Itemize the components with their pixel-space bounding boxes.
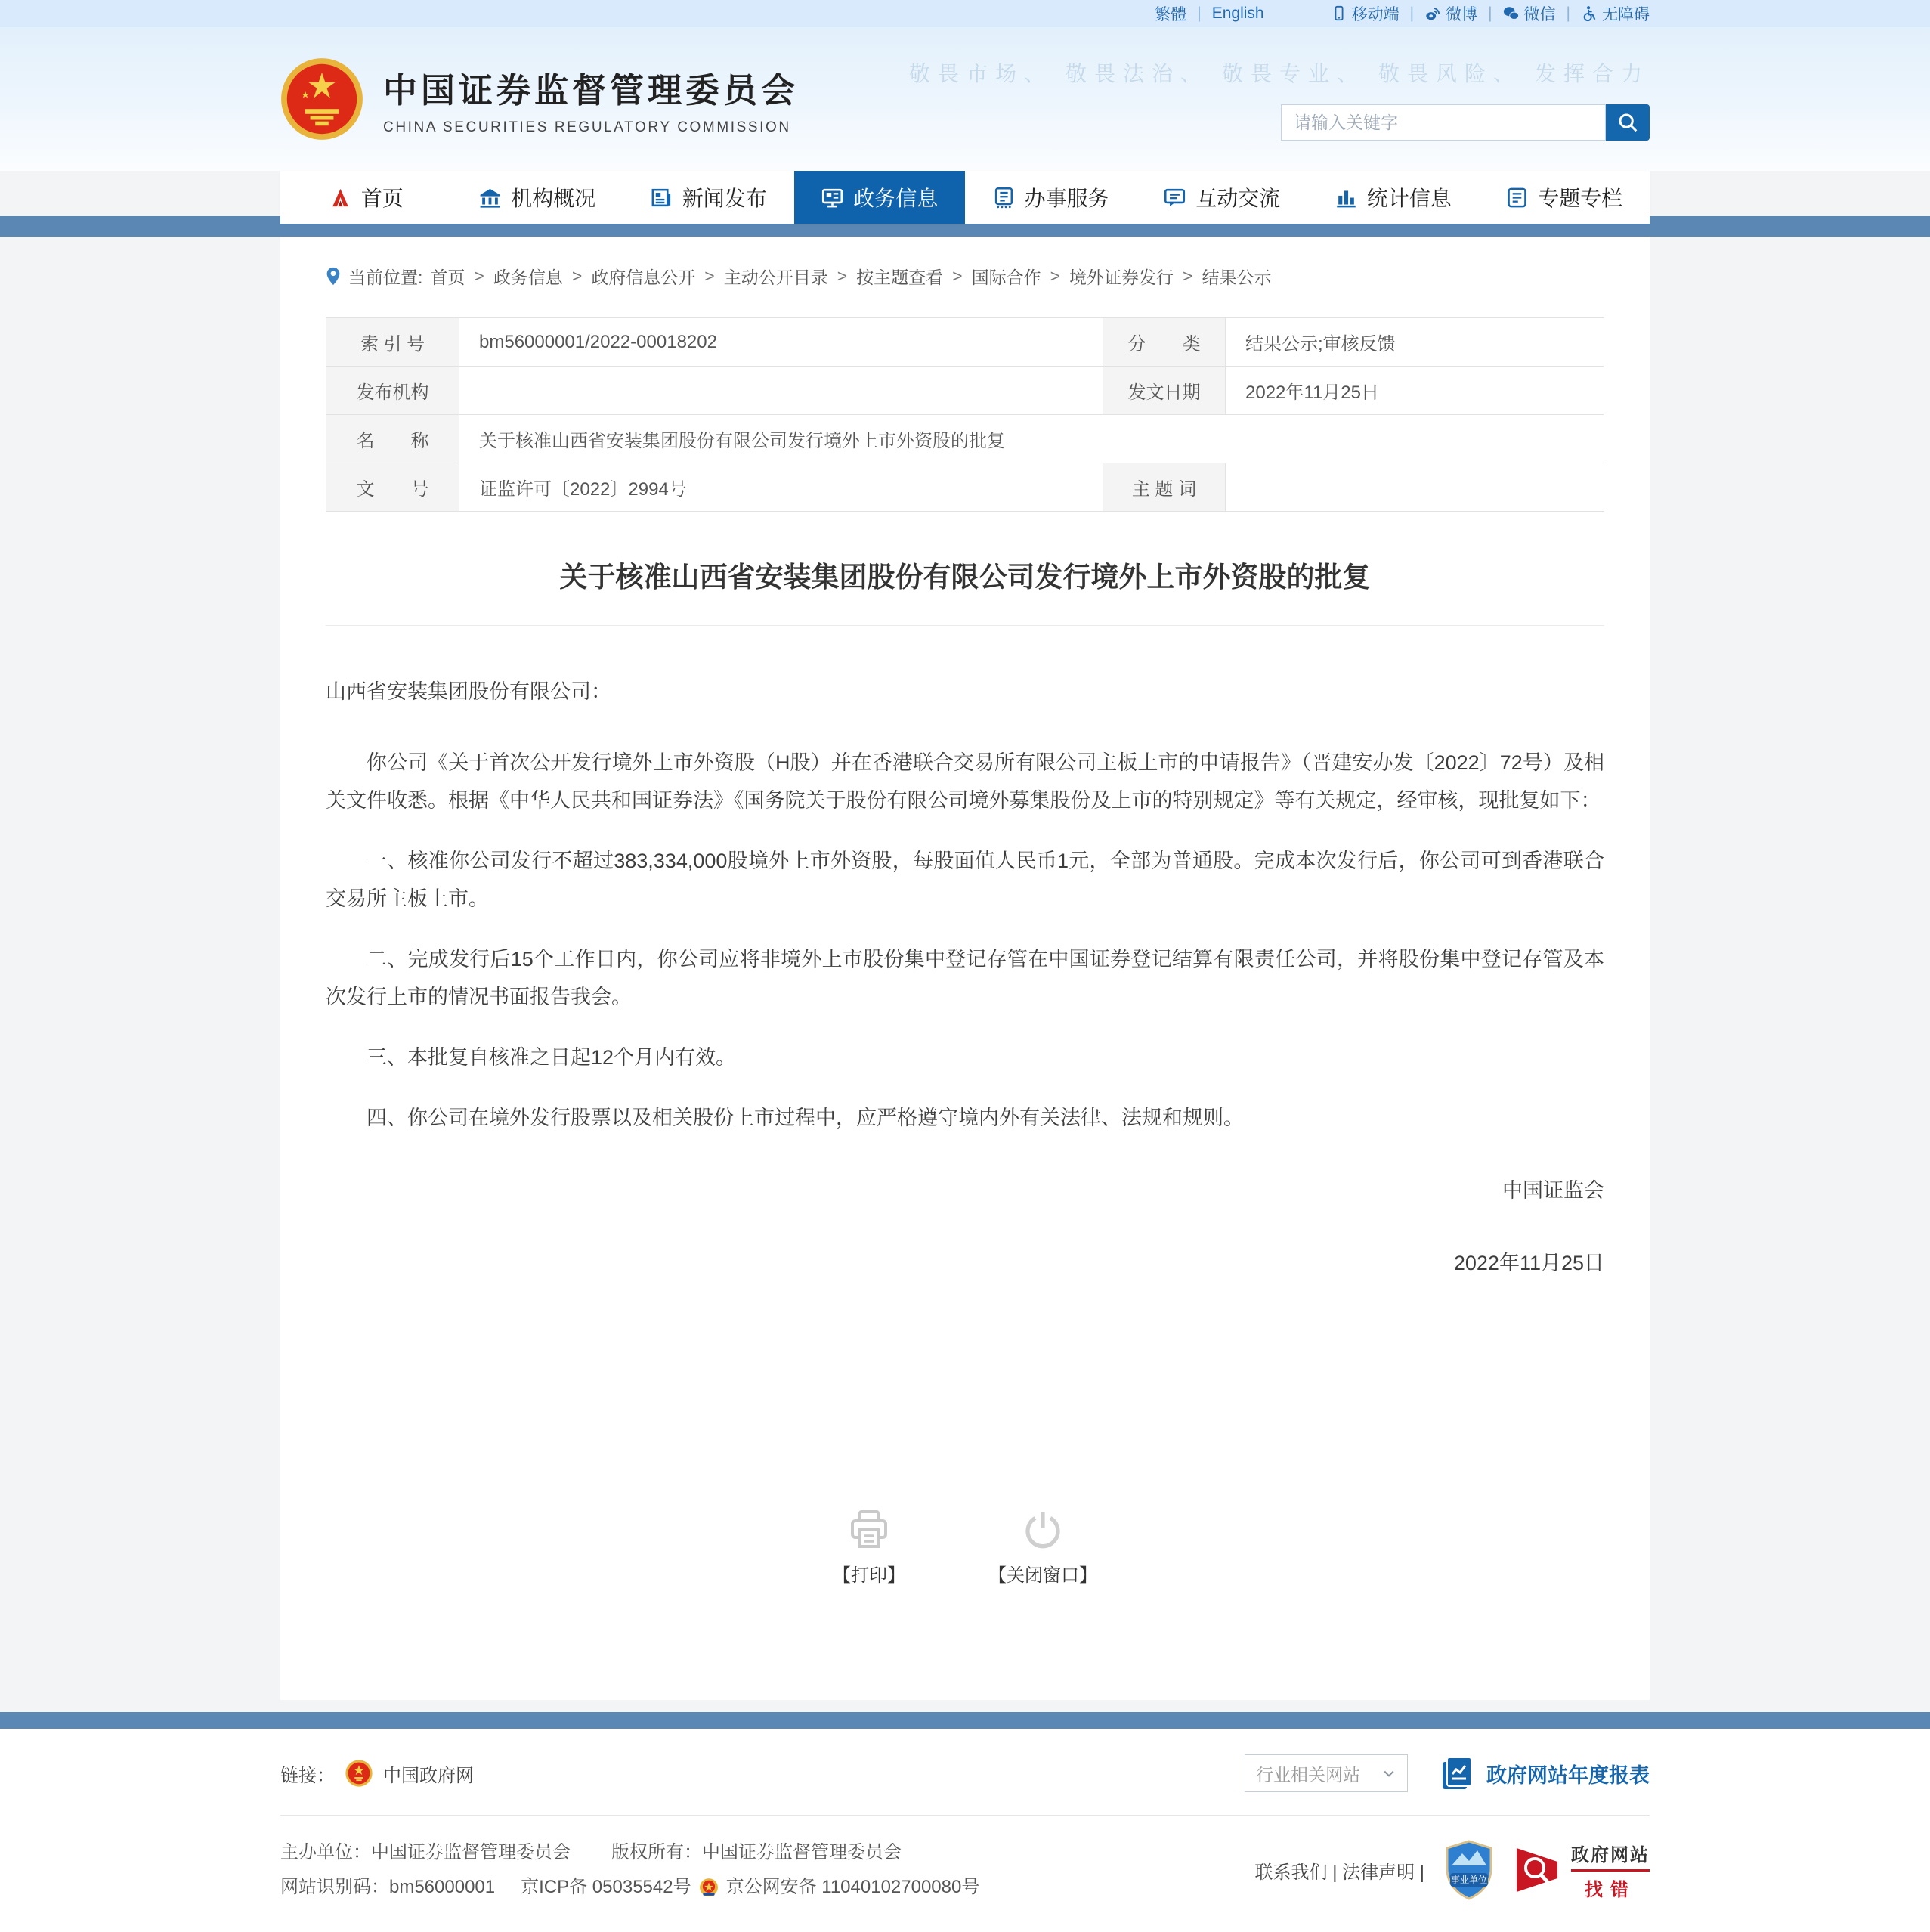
wechat-link[interactable]: 微信 [1503, 2, 1556, 25]
breadcrumb-prefix: 当前位置: [348, 268, 423, 287]
document-meta-table [326, 317, 1604, 512]
search-icon [1616, 111, 1639, 134]
weibo-icon [1424, 5, 1441, 22]
article-paragraph: 二、完成发行后15个工作日内，你公司应将非境外上市股份集中登记存管在中国证券登记结算有限责任公司，并将股份集中登记存管及本次发行上市的情况书面报告我会。 [326, 948, 1604, 1008]
lang-traditional-link[interactable]: 繁體 [1155, 6, 1187, 23]
article-paragraph: 你公司《关于首次公开发行境外上市外资股（H股）并在香港联合交易所有限公司主板上市的申请报告》（晋建安办发〔2022〕72号）及相关文件收悉。根据《中华人民共和国证券法》《国务院关于股份有限公司境外募集股份及上市的特别规定》等有关规定，经审核，现批复如下： [326, 751, 1604, 812]
content-panel [280, 237, 1650, 1700]
site-footer: 链接： 中国政府网 行业相关网站 政府网站年度报表 主办单位：中国证券监督管理委员会 版权所有：中国证券监督管理委员会 网站识别码：bm56000001 京ICP备 05035542号 京公网安备 11040102700080号 联系我们 | 法律声明 | 事业单位 政府网站 找错 [0, 1729, 1930, 1932]
public-institution-badge[interactable] [1444, 1840, 1494, 1900]
article-paragraph: 四、你公司在境外发行股票以及相关股份上市过程中，应严格遵守境内外有关法律、法规和规则。 [367, 1107, 1244, 1129]
lang-english-link[interactable]: English [1211, 5, 1264, 22]
nav-item-services[interactable]: 办事服务 [965, 171, 1137, 224]
power-icon [1022, 1509, 1064, 1551]
bank-icon [478, 186, 502, 209]
legal-link[interactable]: 法律声明 [1342, 1862, 1415, 1883]
article-paragraph: 一、核准你公司发行不超过383,334,000股境外上市外资股，每股面值人民币1元，全部为普通股。完成本次发行后，你公司可到香港联合交易所主板上市。 [326, 850, 1604, 910]
article-sign-date: 2022年11月25日 [1453, 1252, 1604, 1274]
meta-index-label: 索 引 号 [326, 318, 459, 367]
breadcrumb-by-topic[interactable]: 按主题查看 [856, 268, 944, 287]
book-icon [1505, 186, 1529, 209]
meta-docno-label: 文 号 [326, 463, 459, 512]
weibo-link[interactable]: 微博 [1424, 2, 1477, 25]
meta-docno-value: 证监许可〔2022〕2994号 [459, 463, 1103, 512]
wechat-icon [1503, 5, 1520, 22]
article-title: 关于核准山西省安装集团股份有限公司发行境外上市外资股的批复 [559, 562, 1371, 593]
footer-accent-band [0, 1712, 1930, 1729]
nav-item-interaction[interactable]: 互动交流 [1137, 171, 1308, 224]
separator: | [1409, 5, 1415, 22]
meta-index-value: bm56000001/2022-00018202 [459, 318, 1103, 367]
footer-host: 主办单位：中国证券监督管理委员会 [280, 1842, 571, 1862]
mobile-link[interactable]: 移动端 [1331, 2, 1400, 25]
phone-icon [1331, 5, 1347, 22]
breadcrumb-results[interactable]: 结果公示 [1202, 268, 1272, 287]
nav-item-special-topics[interactable]: 专题专栏 [1479, 171, 1650, 224]
related-sites-select[interactable]: 行业相关网站 [1245, 1754, 1408, 1792]
meta-name-value: 关于核准山西省安装集团股份有限公司发行境外上市外资股的批复 [459, 415, 1604, 463]
separator: | [1566, 5, 1570, 22]
nav-item-news[interactable]: 新闻发布 [623, 171, 794, 224]
monitor-icon [821, 186, 844, 209]
meta-date-value: 2022年11月25日 [1226, 367, 1604, 415]
breadcrumb-international[interactable]: 国际合作 [971, 268, 1041, 287]
chevron-down-icon [1381, 1766, 1396, 1781]
search-button[interactable] [1606, 104, 1650, 141]
title-divider [326, 625, 1604, 626]
site-title: 中国证券监督管理委员会 [383, 70, 800, 110]
national-emblem-logo-icon [280, 57, 363, 141]
chat-bubble-icon [1163, 186, 1186, 209]
meta-keywords-label: 主 题 词 [1103, 463, 1226, 512]
article-signer: 中国证监会 [1502, 1179, 1604, 1202]
nav-item-about[interactable]: 机构概况 [452, 171, 623, 224]
footer-site-id: 网站识别码：bm56000001 [280, 1877, 496, 1897]
top-utility-bar [0, 0, 1930, 27]
site-header [0, 27, 1930, 171]
breadcrumb-home[interactable]: 首页 [430, 268, 465, 287]
accessibility-icon [1581, 5, 1598, 22]
main-navigation [0, 171, 1930, 237]
find-error-badge[interactable]: 政府网站 找错 [1514, 1840, 1650, 1901]
meta-category-value: 结果公示;审核反馈 [1226, 318, 1604, 367]
accessibility-link[interactable]: 无障碍 [1581, 2, 1650, 25]
csrc-logo-icon [329, 186, 352, 209]
meta-publisher-label: 发布机构 [326, 367, 459, 415]
gov-emblem-icon [345, 1760, 373, 1787]
meta-keywords-value [1226, 463, 1604, 512]
article-paragraph: 三、本批复自核准之日起12个月内有效。 [367, 1046, 737, 1069]
separator: | [1197, 5, 1202, 22]
printer-icon [848, 1509, 890, 1551]
meta-name-label: 名 称 [326, 415, 459, 463]
site-brand[interactable] [280, 57, 799, 141]
breadcrumb-gov-info[interactable]: 政务信息 [493, 268, 563, 287]
bar-chart-icon [1335, 186, 1358, 209]
find-error-icon [1514, 1844, 1562, 1896]
breadcrumb-overseas-issuance[interactable]: 境外证券发行 [1069, 268, 1174, 287]
nav-item-home[interactable]: 首页 [280, 171, 452, 224]
separator: | [1488, 5, 1492, 22]
search-input[interactable] [1281, 104, 1606, 141]
breadcrumb-info-disclosure[interactable]: 政府信息公开 [591, 268, 696, 287]
footer-copyright: 版权所有：中国证券监督管理委员会 [611, 1842, 902, 1862]
article-body [326, 673, 1604, 1282]
article-salutation: 山西省安装集团股份有限公司： [326, 680, 611, 703]
gov-site-link[interactable]: 中国政府网 [383, 1765, 474, 1786]
nav-item-statistics[interactable]: 统计信息 [1307, 171, 1479, 224]
meta-date-label: 发文日期 [1103, 367, 1226, 415]
location-pin-icon [326, 266, 341, 286]
footer-links-label: 链接： [280, 1765, 335, 1786]
nav-item-government-info[interactable]: 政务信息 [794, 171, 966, 224]
annual-report-icon [1440, 1756, 1474, 1791]
header-slogan-watermark: 敬畏市场、 敬畏法治、 敬畏专业、 敬畏风险、 发挥合力 [908, 63, 1650, 86]
breadcrumb-active-catalog[interactable]: 主动公开目录 [723, 268, 828, 287]
svg-text:事业单位: 事业单位 [1450, 1875, 1488, 1885]
print-button[interactable]: 【打印】 [833, 1509, 905, 1587]
site-subtitle: CHINA SECURITIES REGULATORY COMMISSION [383, 119, 791, 135]
footer-police-link[interactable]: 京公网安备 11040102700080号 [725, 1877, 980, 1897]
police-badge-icon [699, 1878, 719, 1897]
close-window-button[interactable]: 【关闭窗口】 [988, 1509, 1097, 1587]
meta-category-label: 分 类 [1103, 318, 1226, 367]
meta-publisher-value [459, 367, 1103, 415]
contact-link[interactable]: 联系我们 [1254, 1862, 1328, 1883]
footer-icp-link[interactable]: 京ICP备 05035542号 [521, 1877, 691, 1897]
news-icon [650, 186, 673, 209]
annual-report-link[interactable]: 政府网站年度报表 [1440, 1756, 1650, 1791]
breadcrumb: 当前位置: 首页 > 政务信息 > 政府信息公开 > 主动公开目录 > 按主题查看 > 国际合作 > 境外证券发行 > 结果公示 [326, 253, 1604, 293]
service-document-icon [992, 186, 1016, 209]
